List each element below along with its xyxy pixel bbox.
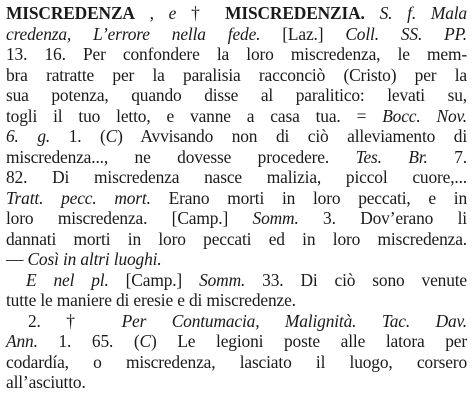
text-run: 13. 16. Per confondere la loro miscredenza, le mem- xyxy=(6,44,467,64)
text-line xyxy=(6,3,467,24)
text-run: bra ratratte per la paralisia racconciò (Cristo) per la xyxy=(6,64,467,85)
text-line xyxy=(6,126,467,147)
text-line xyxy=(6,167,467,188)
text-run: loro miscredenza. [Camp.] xyxy=(6,208,253,228)
italic-text: Bocc. Nov. xyxy=(382,105,467,126)
entry-paragraph-main xyxy=(6,3,467,270)
text-line xyxy=(6,372,467,393)
italic-text: C xyxy=(139,331,151,351)
text-run xyxy=(365,3,380,23)
italic-text: Ann. xyxy=(6,331,38,351)
italic-text: Coll. SS. PP. xyxy=(345,23,467,44)
entry-paragraph-sense-2 xyxy=(6,311,467,393)
text-run: † xyxy=(176,3,226,23)
text-run: 7. xyxy=(427,146,467,167)
text-run: togli il tuo letto, e vanne a casa tua. = xyxy=(6,105,383,126)
italic-text: 6. g. xyxy=(6,126,51,146)
italic-text: Somm. xyxy=(252,208,299,228)
italic-text: Tes. Br. xyxy=(355,146,428,167)
text-line xyxy=(6,65,467,86)
text-line xyxy=(6,208,467,229)
text-run: 1. ( xyxy=(50,126,106,146)
text-run: Erano morti in loro peccati, e in xyxy=(150,187,467,208)
text-line xyxy=(6,24,467,45)
italic-text: e xyxy=(168,3,177,23)
text-run: [Camp.] xyxy=(108,269,200,290)
headword: MISCREDENZA xyxy=(6,3,135,23)
text-run: , xyxy=(134,3,169,23)
headword: MISCREDENZIA. xyxy=(225,3,365,23)
text-run: [Laz.] xyxy=(260,23,346,44)
italic-text: Tratt. pecc. mort. xyxy=(6,187,151,208)
text-run: 1. 65. ( xyxy=(37,331,140,351)
text-line xyxy=(6,270,467,291)
text-run: 2. † xyxy=(28,310,122,331)
text-line xyxy=(6,106,467,127)
text-line xyxy=(6,44,467,65)
text-run: 3. Dov’erano li xyxy=(298,208,467,228)
text-line xyxy=(6,290,467,311)
text-run: tutte le maniere di eresie e di miscredenze. xyxy=(6,290,296,310)
text-line xyxy=(6,188,467,209)
italic-text: E nel pl. xyxy=(26,269,109,290)
text-line xyxy=(6,331,467,352)
text-line xyxy=(6,249,467,270)
text-run: 82. Di miscredenza nasce malizia, piccol cuore,... xyxy=(6,167,467,187)
text-line xyxy=(6,229,467,250)
text-run: codardía, o miscredenza, lasciato il luogo, corsero xyxy=(6,351,467,372)
text-line xyxy=(6,352,467,373)
entry-block xyxy=(6,3,467,393)
text-run: sua potenza, quando disse al paralitico: levati su, xyxy=(6,85,467,105)
italic-text: Somm. xyxy=(199,269,246,290)
text-line xyxy=(6,311,467,332)
text-run: — xyxy=(6,249,28,269)
text-run: ) Le legioni poste alle latora per xyxy=(150,331,467,351)
text-line xyxy=(6,147,467,168)
text-run: dannati morti in loro peccati ed in loro miscredenza. xyxy=(6,228,467,249)
entry-paragraph-plural xyxy=(6,270,467,311)
italic-text: Così in altri luoghi. xyxy=(27,249,162,269)
text-line xyxy=(6,85,467,106)
text-run: ) Avvisando non di ciò alleviamento di xyxy=(117,126,468,146)
text-run: miscredenza..., ne dovesse procedere. xyxy=(6,146,356,167)
italic-text: C xyxy=(105,126,118,146)
italic-text: credenza, L’errore nella fede. xyxy=(6,23,261,44)
text-run: 33. Di ciò sono venute xyxy=(245,269,468,290)
text-run: all’asciutto. xyxy=(6,372,86,392)
italic-text: S. f. Mala xyxy=(379,3,467,23)
italic-text: Per Contumacia, Malignità. Tac. Dav. xyxy=(121,310,467,331)
